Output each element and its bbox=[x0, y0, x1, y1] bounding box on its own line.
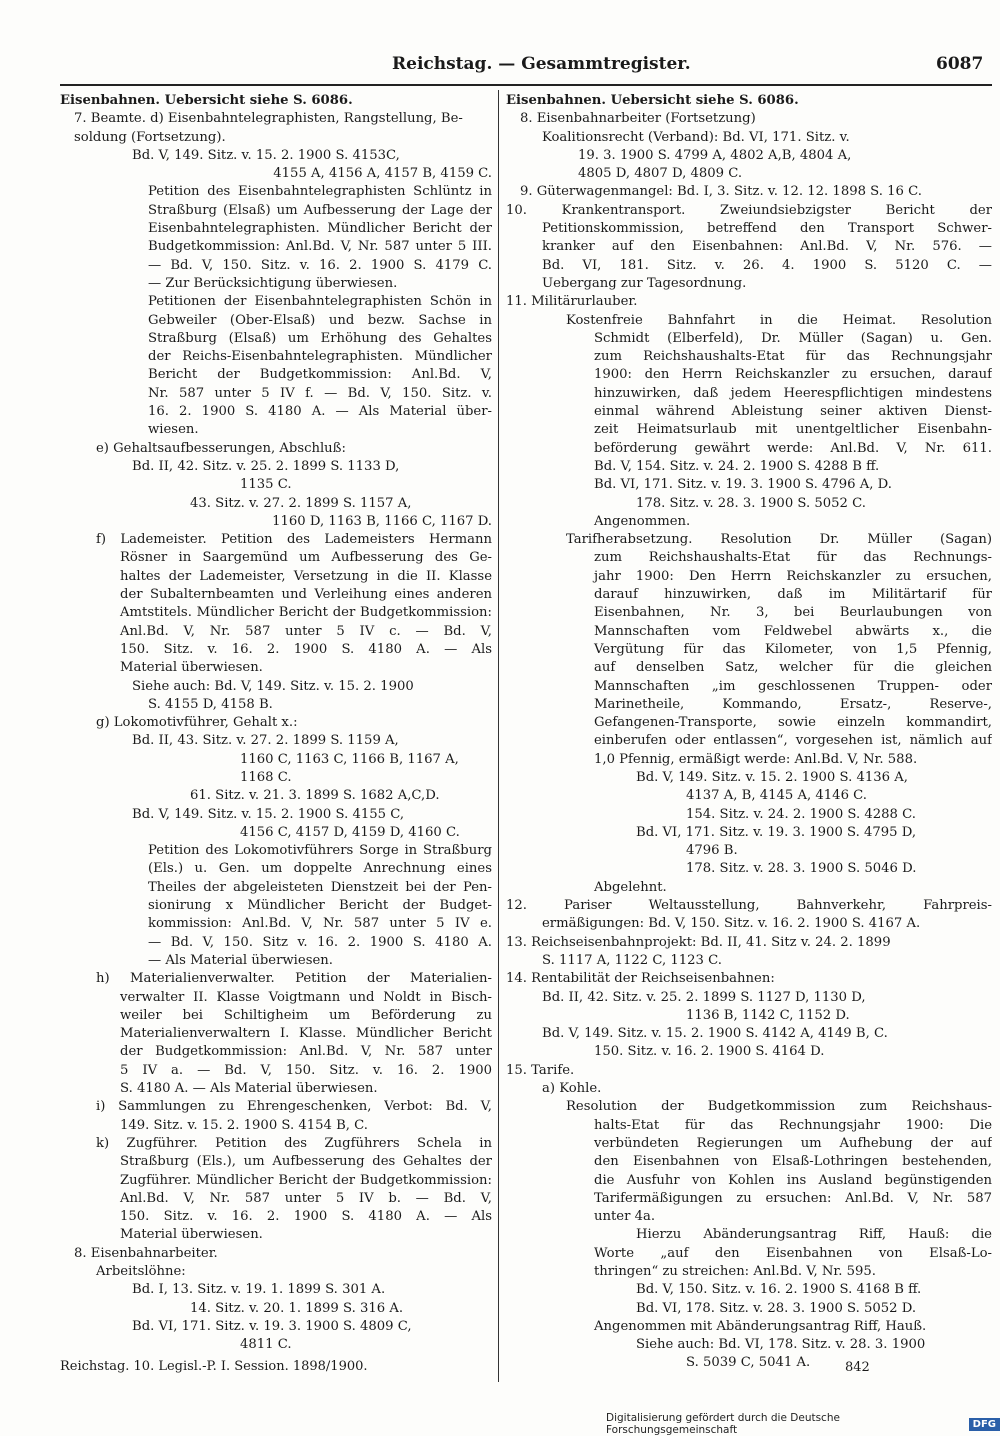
text-line: Anl.Bd. V, Nr. 587 unter 5 IV b. — Bd. V, bbox=[120, 1190, 492, 1206]
text-line: g) Lokomotivführer, Gehalt x.: bbox=[96, 715, 298, 731]
text-line: Angenommen. bbox=[594, 513, 691, 529]
text-line: zum Reichshaushalts-Etat für das Rechnungsjahr bbox=[594, 349, 992, 365]
text-line: — Als Material überwiesen. bbox=[148, 952, 333, 968]
text-line: Resolution der Budgetkommission zum Reichshaus- bbox=[566, 1099, 992, 1115]
text-line: Bd. I, 13. Sitz. v. 19. 1. 1899 S. 301 A. bbox=[132, 1282, 386, 1298]
text-line: Marinetheile, Kommando, Ersatz-, Reserve-, bbox=[594, 696, 992, 712]
text-line: 13. Reichseisenbahnprojekt: Bd. II, 41. Sitz v. 24. 2. 1899 bbox=[506, 934, 891, 950]
text-line: 4805 D, 4807 D, 4809 C. bbox=[578, 166, 743, 182]
text-line: wiesen. bbox=[148, 422, 199, 438]
right-column bbox=[506, 92, 992, 1373]
text-line: 149. Sitz. v. 15. 2. 1900 S. 4154 B, C. bbox=[120, 1117, 368, 1133]
text-line: Uebergang zur Tagesordnung. bbox=[542, 275, 747, 291]
text-line: Hierzu Abänderungsantrag Riff, Hauß: die bbox=[636, 1227, 992, 1243]
text-line: Gefangenen-Transporte, sowie einzeln kommandirt, bbox=[594, 715, 992, 731]
text-line: 5 IV a. — Bd. V, 150. Sitz. v. 16. 2. 1900 bbox=[120, 1062, 492, 1078]
text-line: Petition des Lokomotivführers Sorge in Straßburg bbox=[148, 843, 492, 859]
header-rule bbox=[60, 84, 992, 86]
text-line: Bd. V, 149. Sitz. v. 15. 2. 1900 S. 4136 A, bbox=[636, 769, 908, 785]
digitization-note bbox=[606, 1412, 1000, 1436]
text-line: jahr 1900: Den Herrn Reichskanzler zu ersuchen, bbox=[594, 568, 992, 584]
text-line: Petition des Eisenbahntelegraphisten Schlüntz in bbox=[148, 184, 492, 200]
footer-page-number: 842 bbox=[845, 1360, 870, 1375]
dfg-logo: DFG bbox=[969, 1418, 1000, 1431]
text-line: zeit Heimatsurlaub mit unentgeltlicher Eisenbahn- bbox=[594, 422, 992, 438]
text-line: thringen“ zu streichen: Anl.Bd. V, Nr. 595. bbox=[594, 1264, 877, 1279]
text-line: kranker auf den Eisenbahnen: Anl.Bd. V, Nr. 576. — bbox=[542, 239, 992, 255]
text-line: der Subalternbeamten und Verleihung eines anderen bbox=[120, 587, 492, 603]
text-line: Theiles der abgeleisteten Dienstzeit bei der Pen- bbox=[148, 879, 492, 895]
text-line: Bd. V, 154. Sitz. v. 24. 2. 1900 S. 4288 B ff. bbox=[594, 458, 880, 474]
text-line: Materialienverwaltern I. Klasse. Mündlicher Bericht bbox=[120, 1026, 492, 1042]
text-line: Bd. II, 42. Sitz. v. 25. 2. 1899 S. 1133 D, bbox=[132, 458, 400, 474]
text-line: 16. 2. 1900 S. 4180 A. — Als Material über- bbox=[148, 404, 492, 420]
text-line: haltes der Lademeister, Versetzung in die II. Klasse bbox=[120, 568, 492, 584]
digitization-text: Digitalisierung gefördert durch die Deutsche Forschungsgemeinschaft bbox=[606, 1412, 840, 1436]
text-line: Bd. II, 43. Sitz. v. 27. 2. 1899 S. 1159 A, bbox=[132, 733, 399, 749]
text-line: die Ausfuhr von Kohlen ins Ausland begünstigenden bbox=[594, 1172, 992, 1188]
text-line: 178. Sitz. v. 28. 3. 1900 S. 5046 D. bbox=[686, 861, 917, 877]
text-line: Gebweiler (Ober-Elsaß) und bezw. Sachse in bbox=[148, 312, 492, 328]
text-line: auf denselben Satz, welcher für die gleichen bbox=[594, 660, 992, 676]
text-line: Bd. V, 149. Sitz. v. 15. 2. 1900 S. 4155 C, bbox=[132, 806, 405, 822]
text-line: einberufen oder entlassen“, vorgesehen ist, nämlich auf bbox=[594, 733, 992, 749]
text-line: Straßburg (Els.), um Aufbesserung des Gehaltes der bbox=[120, 1154, 492, 1170]
column-divider bbox=[498, 90, 499, 1382]
text-line: 1168 C. bbox=[240, 769, 292, 785]
text-line: 15. Tarife. bbox=[506, 1062, 575, 1078]
text-line: Petitionen der Eisenbahntelegraphisten Schön in bbox=[148, 294, 492, 310]
text-line: Bd. II, 42. Sitz. v. 25. 2. 1899 S. 1127 D, 1130 D, bbox=[542, 989, 866, 1005]
text-line: 1,0 Pfennig, ermäßigt werde: Anl.Bd. V, Nr. 588. bbox=[594, 751, 918, 767]
text-line: 8. Eisenbahnarbeiter. bbox=[74, 1245, 218, 1261]
text-line: Bd. VI, 181. Sitz. v. 26. 4. 1900 S. 5120 C. — bbox=[542, 257, 992, 273]
text-line: verbündeten Regierungen um Aufhebung der auf bbox=[594, 1135, 992, 1151]
text-line: 43. Sitz. v. 27. 2. 1899 S. 1157 A, bbox=[190, 495, 412, 511]
text-line: hinzuwirken, daß jedem Heerespflichtigen mindestens bbox=[594, 385, 992, 401]
text-line: Worte „auf den Eisenbahnen von Elsaß-Lo- bbox=[594, 1245, 992, 1261]
text-line: sionirung x Mündlicher Bericht der Budget- bbox=[148, 898, 492, 914]
text-line: Bd. VI, 178. Sitz. v. 28. 3. 1900 S. 5052 D. bbox=[636, 1300, 917, 1316]
text-line: Bd. VI, 171. Sitz. v. 19. 3. 1900 S. 4795 D, bbox=[636, 824, 917, 840]
text-line: Siehe auch: Bd. V, 149. Sitz. v. 15. 2. 1900 bbox=[132, 678, 414, 694]
text-line: a) Kohle. bbox=[542, 1081, 602, 1097]
text-line: verwalter II. Klasse Voigtmann und Noldt in Bisch- bbox=[120, 989, 492, 1005]
text-line: Eisenbahnen. Uebersicht siehe S. 6086. bbox=[60, 93, 353, 108]
running-header-title: Reichstag. — Gesammtregister. bbox=[392, 54, 691, 74]
text-line: den Eisenbahnen von Elsaß-Lothringen bestehenden, bbox=[594, 1154, 992, 1170]
text-line: (Els.) u. Gen. um doppelte Anrechnung eines bbox=[148, 861, 492, 877]
left-column bbox=[60, 92, 492, 1354]
text-line: unter 4a. bbox=[594, 1209, 656, 1225]
text-line: e) Gehaltsaufbesserungen, Abschluß: bbox=[96, 440, 346, 456]
text-line: Anl.Bd. V, Nr. 587 unter 5 IV c. — Bd. V, bbox=[120, 623, 492, 639]
text-line: Bericht der Budgetkommission: Anl.Bd. V, bbox=[148, 367, 492, 383]
text-line: S. 5039 C, 5041 A. bbox=[686, 1355, 811, 1371]
text-line: Straßburg (Elsaß) um Erhöhung des Gehaltes bbox=[148, 330, 492, 346]
text-line: 1136 B, 1142 C, 1152 D. bbox=[686, 1007, 850, 1023]
text-line: Amtstitels. Mündlicher Bericht der Budgetkommission: bbox=[120, 605, 492, 621]
text-line: Bd. VI, 171. Sitz. v. 19. 3. 1900 S. 4809 C, bbox=[132, 1318, 412, 1334]
text-line: ermäßigungen: Bd. V, 150. Sitz. v. 16. 2. 1900 S. 4167 A. bbox=[542, 916, 921, 932]
text-line: Bd. V, 149. Sitz. v. 15. 2. 1900 S. 4142 A, 4149 B, C. bbox=[542, 1026, 888, 1042]
text-line: Tarifermäßigungen zu ersuchen: Anl.Bd. V, Nr. 587 bbox=[594, 1190, 992, 1206]
text-line: Petitionskommission, betreffend den Transport Schwer- bbox=[542, 221, 992, 237]
text-line: beförderung gewährt werde: Anl.Bd. V, Nr. 611. bbox=[594, 440, 992, 456]
text-line: 9. Güterwagenmangel: Bd. I, 3. Sitz. v. 12. 12. 1898 S. 16 C. bbox=[520, 184, 922, 200]
text-line: Arbeitslöhne: bbox=[96, 1264, 186, 1279]
text-line: Budgetkommission: Anl.Bd. V, Nr. 587 unter 5 III. bbox=[148, 239, 492, 255]
text-line: Eisenbahnen, Nr. 3, bei Beurlaubungen von bbox=[594, 605, 992, 621]
text-line: 4811 C. bbox=[240, 1337, 292, 1353]
text-line: Eisenbahntelegraphisten. Mündlicher Bericht der bbox=[148, 221, 492, 237]
text-line: — Bd. V, 150. Sitz. v. 16. 2. 1900 S. 4179 C. bbox=[148, 257, 492, 273]
text-line: Bd. V, 149. Sitz. v. 15. 2. 1900 S. 4153C, bbox=[132, 147, 400, 163]
text-line: Kostenfreie Bahnfahrt in die Heimat. Resolution bbox=[566, 312, 992, 328]
text-line: der Budgetkommission: Anl.Bd. V, Nr. 587 unter bbox=[120, 1044, 492, 1060]
text-line: Material überwiesen. bbox=[120, 660, 263, 676]
text-line: 4796 B. bbox=[686, 843, 738, 859]
text-line: 12. Pariser Weltausstellung, Bahnverkehr, Fahrpreis- bbox=[506, 898, 992, 914]
text-line: Rösner in Saargemünd um Aufbesserung des Ge- bbox=[120, 550, 492, 566]
text-line: 178. Sitz. v. 28. 3. 1900 S. 5052 C. bbox=[636, 495, 866, 511]
text-line: 61. Sitz. v. 21. 3. 1899 S. 1682 A,C,D. bbox=[190, 788, 440, 804]
text-line: 150. Sitz. v. 16. 2. 1900 S. 4164 D. bbox=[594, 1044, 825, 1060]
text-line: Nr. 587 unter 5 IV f. — Bd. V, 150. Sitz. v. bbox=[148, 385, 492, 401]
text-line: Straßburg (Elsaß) um Aufbesserung der Lage der bbox=[148, 202, 492, 218]
text-line: S. 4180 A. — Als Material überwiesen. bbox=[120, 1081, 378, 1097]
text-line: Mannschaften vom Feldwebel abwärts x., die bbox=[594, 623, 992, 639]
text-line: 14. Rentabilität der Reichseisenbahnen: bbox=[506, 971, 775, 987]
text-line: S. 4155 D, 4158 B. bbox=[148, 696, 273, 712]
text-line: kommission: Anl.Bd. V, Nr. 587 unter 5 IV e. bbox=[148, 916, 492, 932]
text-line: 150. Sitz. v. 16. 2. 1900 S. 4180 A. — Als bbox=[120, 641, 492, 657]
text-line: 8. Eisenbahnarbeiter (Fortsetzung) bbox=[520, 111, 756, 127]
text-line: S. 1117 A, 1122 C, 1123 C. bbox=[542, 952, 722, 968]
text-line: h) Materialienverwalter. Petition der Materialien- bbox=[96, 971, 492, 987]
text-line: i) Sammlungen zu Ehrengeschenken, Verbot: Bd. V, bbox=[96, 1099, 492, 1115]
text-line: Bd. VI, 171. Sitz. v. 19. 3. 1900 S. 4796 A, D. bbox=[594, 477, 892, 493]
text-line: Eisenbahnen. Uebersicht siehe S. 6086. bbox=[506, 93, 799, 108]
text-line: 4137 A, B, 4145 A, 4146 C. bbox=[686, 788, 867, 804]
text-line: soldung (Fortsetzung). bbox=[74, 129, 226, 145]
text-line: Zugführer. Mündlicher Bericht der Budgetkommission: bbox=[120, 1172, 492, 1188]
text-line: f) Lademeister. Petition des Lademeisters Hermann bbox=[96, 532, 492, 548]
text-line: Vergütung für das Kilometer, von 1,5 Pfennig, bbox=[594, 641, 992, 657]
text-line: 1160 C, 1163 C, 1166 B, 1167 A, bbox=[240, 751, 459, 767]
text-line: 4155 A, 4156 A, 4157 B, 4159 C. bbox=[273, 166, 492, 182]
text-line: Angenommen mit Abänderungsantrag Riff, Hauß. bbox=[594, 1318, 927, 1334]
header-page-number: 6087 bbox=[936, 54, 984, 74]
text-line: Siehe auch: Bd. VI, 178. Sitz. v. 28. 3. 1900 bbox=[636, 1337, 926, 1353]
text-line: Bd. V, 150. Sitz. v. 16. 2. 1900 S. 4168 B ff. bbox=[636, 1282, 922, 1298]
text-line: 1160 D, 1163 B, 1166 C, 1167 D. bbox=[272, 513, 492, 529]
text-line: Mannschaften „im geschlossenen Truppen- oder bbox=[594, 678, 992, 694]
text-line: 154. Sitz. v. 24. 2. 1900 S. 4288 C. bbox=[686, 806, 916, 822]
text-line: 4156 C, 4157 D, 4159 D, 4160 C. bbox=[240, 824, 460, 840]
text-line: Abgelehnt. bbox=[594, 879, 667, 895]
text-line: Material überwiesen. bbox=[120, 1227, 263, 1243]
text-line: 1135 C. bbox=[240, 477, 292, 493]
text-line: 10. Krankentransport. Zweiundsiebzigster Bericht der bbox=[506, 202, 992, 218]
text-line: — Bd. V, 150. Sitz v. 16. 2. 1900 S. 4180 A. bbox=[148, 934, 492, 950]
text-line: 11. Militärurlauber. bbox=[506, 294, 638, 310]
text-line: der Reichs-Eisenbahntelegraphisten. Mündlicher bbox=[148, 349, 492, 365]
text-line: Koalitionsrecht (Verband): Bd. VI, 171. Sitz. v. bbox=[542, 129, 850, 145]
text-line: einmal während Ableistung seiner aktiven Dienst- bbox=[594, 404, 992, 420]
text-line: weiler bei Schiltigheim um Beförderung zu bbox=[120, 1007, 492, 1023]
text-line: 7. Beamte. d) Eisenbahntelegraphisten, Rangstellung, Be- bbox=[74, 111, 463, 127]
text-line: halts-Etat für das Rechnungsjahr 1900: Die bbox=[594, 1117, 992, 1133]
text-line: 19. 3. 1900 S. 4799 A, 4802 A,B, 4804 A, bbox=[578, 147, 852, 163]
text-line: 14. Sitz. v. 20. 1. 1899 S. 316 A. bbox=[190, 1300, 404, 1316]
text-line: k) Zugführer. Petition des Zugführers Schela in bbox=[96, 1135, 492, 1151]
text-line: Schmidt (Elberfeld), Dr. Müller (Sagan) u. Gen. bbox=[594, 330, 992, 346]
text-line: darauf hinzuwirken, daß im Militärtarif für bbox=[594, 587, 992, 603]
text-line: Tarifherabsetzung. Resolution Dr. Müller (Sagan) bbox=[566, 532, 992, 548]
text-line: 1900: den Herrn Reichskanzler zu ersuchen, darauf bbox=[594, 367, 992, 383]
footer-publication-info: Reichstag. 10. Legisl.-P. I. Session. 1898/1900. bbox=[60, 1359, 368, 1374]
text-line: zum Reichshaushalts-Etat für das Rechnungs- bbox=[594, 550, 992, 566]
text-line: 150. Sitz. v. 16. 2. 1900 S. 4180 A. — Als bbox=[120, 1209, 492, 1225]
text-line: — Zur Berücksichtigung überwiesen. bbox=[148, 275, 398, 291]
